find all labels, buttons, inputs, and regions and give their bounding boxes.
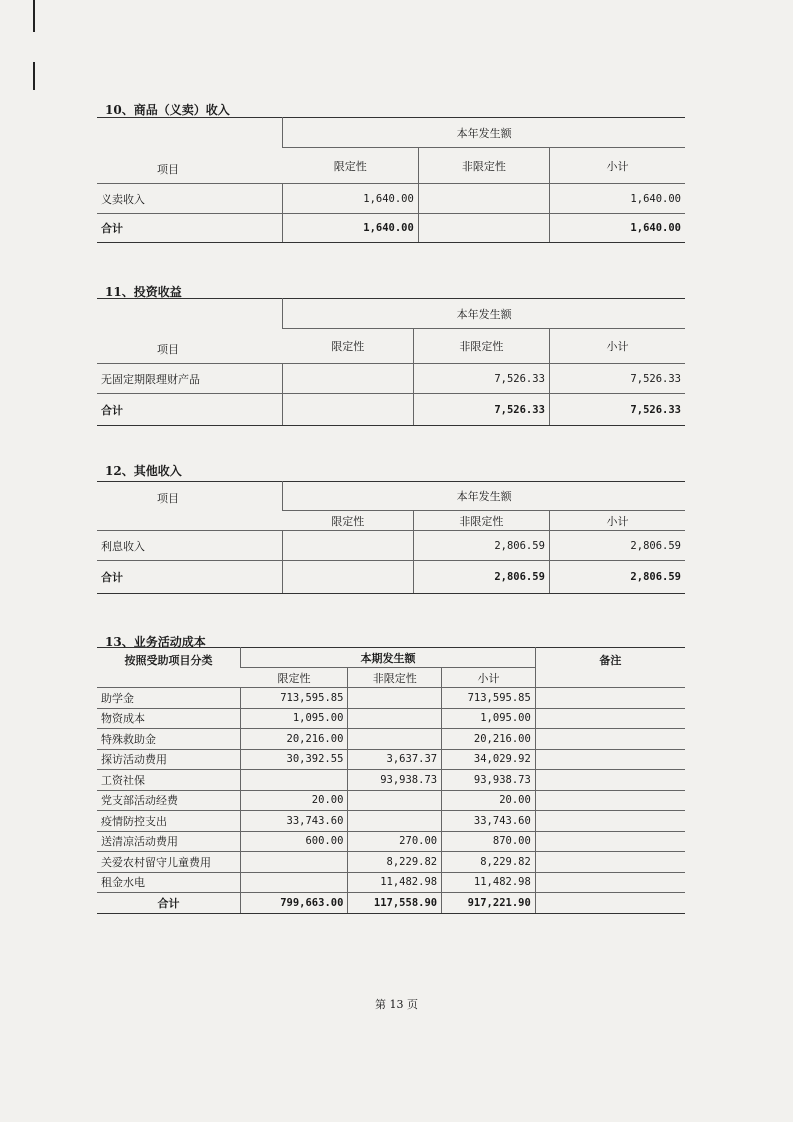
row-subtotal: 33,743.60 xyxy=(442,811,536,832)
row-restricted: 30,392.55 xyxy=(241,749,348,770)
row-subtotal: 7,526.33 xyxy=(549,364,685,394)
row-note xyxy=(535,852,685,873)
header-unrestricted: 非限定性 xyxy=(418,148,549,184)
row-restricted: 600.00 xyxy=(241,831,348,852)
header-restricted: 限定性 xyxy=(283,511,414,531)
header-unrestricted: 非限定性 xyxy=(413,511,549,531)
header-unrestricted: 非限定性 xyxy=(413,329,549,364)
table-row xyxy=(97,749,685,770)
header-restricted: 限定性 xyxy=(283,329,414,364)
table-row xyxy=(97,531,685,561)
row-item: 探访活动费用 xyxy=(97,749,241,770)
row-restricted: 20,216.00 xyxy=(241,729,348,750)
row-item: 义卖收入 xyxy=(97,184,283,214)
row-item: 无固定期限理财产品 xyxy=(97,364,283,394)
row-note xyxy=(535,811,685,832)
total-unrestricted xyxy=(418,214,549,243)
table-row xyxy=(97,708,685,729)
total-row xyxy=(97,893,685,914)
section-11-table xyxy=(97,298,685,426)
table-row xyxy=(97,729,685,750)
table-row xyxy=(97,184,685,214)
row-item: 特殊救助金 xyxy=(97,729,241,750)
row-unrestricted: 7,526.33 xyxy=(413,364,549,394)
table-row xyxy=(97,364,685,394)
total-row xyxy=(97,561,685,594)
header-subtotal: 小计 xyxy=(442,668,536,688)
page-number: 第 13 页 xyxy=(375,998,418,1011)
header-restricted: 限定性 xyxy=(241,668,348,688)
total-restricted: 1,640.00 xyxy=(283,214,419,243)
header-group: 本年发生额 xyxy=(283,118,685,148)
header-subtotal: 小计 xyxy=(549,329,685,364)
section-11-title: 11、投资收益 xyxy=(105,285,182,299)
total-label: 合计 xyxy=(97,561,283,594)
total-restricted xyxy=(283,394,414,426)
section-13-table xyxy=(97,647,685,914)
total-restricted: 799,663.00 xyxy=(241,893,348,914)
total-unrestricted: 117,558.90 xyxy=(348,893,442,914)
header-subtotal: 小计 xyxy=(549,511,685,531)
row-subtotal: 20.00 xyxy=(442,790,536,811)
row-subtotal: 93,938.73 xyxy=(442,770,536,791)
row-item: 送清凉活动费用 xyxy=(97,831,241,852)
header-item: 项目 xyxy=(97,482,283,531)
total-restricted xyxy=(283,561,414,594)
row-note xyxy=(535,688,685,709)
row-unrestricted xyxy=(418,184,549,214)
row-unrestricted xyxy=(348,708,442,729)
header-item: 按照受助项目分类 xyxy=(97,648,241,688)
row-unrestricted xyxy=(348,729,442,750)
total-subtotal: 7,526.33 xyxy=(549,394,685,426)
total-subtotal: 1,640.00 xyxy=(549,214,685,243)
row-restricted xyxy=(283,531,414,561)
table-row xyxy=(97,790,685,811)
table-row xyxy=(97,770,685,791)
row-subtotal: 34,029.92 xyxy=(442,749,536,770)
row-subtotal: 8,229.82 xyxy=(442,852,536,873)
row-note xyxy=(535,749,685,770)
row-item: 租金水电 xyxy=(97,872,241,893)
row-restricted xyxy=(241,770,348,791)
row-item: 物资成本 xyxy=(97,708,241,729)
row-note xyxy=(535,790,685,811)
header-group: 本年发生额 xyxy=(283,299,685,329)
section-10-table xyxy=(97,117,685,243)
row-item: 助学金 xyxy=(97,688,241,709)
row-unrestricted xyxy=(348,811,442,832)
row-unrestricted: 11,482.98 xyxy=(348,872,442,893)
row-restricted: 1,095.00 xyxy=(241,708,348,729)
row-item: 疫情防控支出 xyxy=(97,811,241,832)
row-subtotal: 1,095.00 xyxy=(442,708,536,729)
row-restricted: 33,743.60 xyxy=(241,811,348,832)
row-item: 关爱农村留守儿童费用 xyxy=(97,852,241,873)
section-12-table xyxy=(97,481,685,594)
total-unrestricted: 2,806.59 xyxy=(413,561,549,594)
total-unrestricted: 7,526.33 xyxy=(413,394,549,426)
total-subtotal: 2,806.59 xyxy=(549,561,685,594)
row-unrestricted: 2,806.59 xyxy=(413,531,549,561)
header-restricted: 限定性 xyxy=(283,148,419,184)
row-subtotal: 20,216.00 xyxy=(442,729,536,750)
row-subtotal: 11,482.98 xyxy=(442,872,536,893)
table-row xyxy=(97,831,685,852)
header-subtotal: 小计 xyxy=(549,148,685,184)
header-unrestricted: 非限定性 xyxy=(348,668,442,688)
header-item: 项目 xyxy=(97,118,283,184)
row-item: 党支部活动经费 xyxy=(97,790,241,811)
total-label: 合计 xyxy=(97,394,283,426)
header-group: 本期发生额 xyxy=(241,648,536,668)
row-subtotal: 713,595.85 xyxy=(442,688,536,709)
row-restricted: 20.00 xyxy=(241,790,348,811)
binder-mark xyxy=(33,0,35,32)
section-10-title: 10、商品（义卖）收入 xyxy=(105,103,230,117)
table-row xyxy=(97,872,685,893)
binder-mark xyxy=(33,62,35,90)
row-unrestricted: 93,938.73 xyxy=(348,770,442,791)
row-restricted: 1,640.00 xyxy=(283,184,419,214)
table-row xyxy=(97,852,685,873)
row-note xyxy=(535,831,685,852)
total-row xyxy=(97,394,685,426)
row-note xyxy=(535,729,685,750)
total-row xyxy=(97,214,685,243)
section-12-title: 12、其他收入 xyxy=(105,464,182,478)
row-note xyxy=(535,708,685,729)
row-restricted xyxy=(241,872,348,893)
table-row xyxy=(97,688,685,709)
row-note xyxy=(535,872,685,893)
row-subtotal: 1,640.00 xyxy=(549,184,685,214)
row-unrestricted: 270.00 xyxy=(348,831,442,852)
row-unrestricted: 8,229.82 xyxy=(348,852,442,873)
total-note xyxy=(535,893,685,914)
row-unrestricted xyxy=(348,688,442,709)
header-note: 备注 xyxy=(535,648,685,688)
row-unrestricted: 3,637.37 xyxy=(348,749,442,770)
total-label: 合计 xyxy=(97,893,241,914)
section-13-title: 13、业务活动成本 xyxy=(105,635,206,649)
row-subtotal: 2,806.59 xyxy=(549,531,685,561)
row-item: 利息收入 xyxy=(97,531,283,561)
row-item: 工资社保 xyxy=(97,770,241,791)
header-group: 本年发生额 xyxy=(283,482,685,511)
row-restricted xyxy=(283,364,414,394)
row-restricted xyxy=(241,852,348,873)
row-subtotal: 870.00 xyxy=(442,831,536,852)
row-restricted: 713,595.85 xyxy=(241,688,348,709)
total-subtotal: 917,221.90 xyxy=(442,893,536,914)
row-note xyxy=(535,770,685,791)
total-label: 合计 xyxy=(97,214,283,243)
table-row xyxy=(97,811,685,832)
header-item: 项目 xyxy=(97,299,283,364)
row-unrestricted xyxy=(348,790,442,811)
